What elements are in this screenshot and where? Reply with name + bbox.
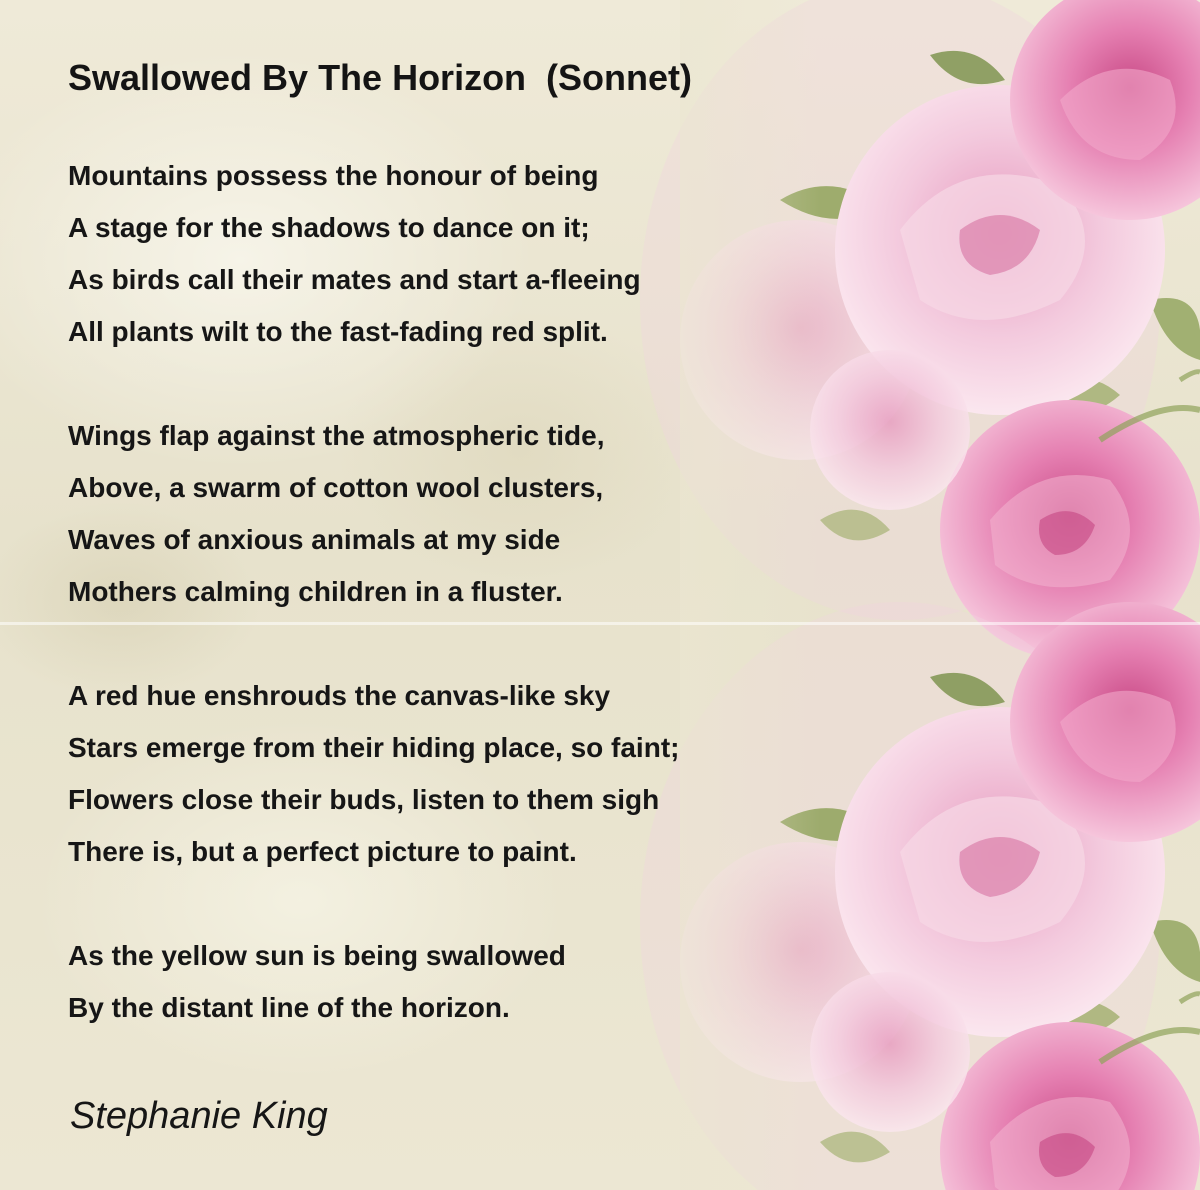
verse-line: Mothers calming children in a fluster. <box>68 576 563 607</box>
verse-line: A stage for the shadows to dance on it; <box>68 212 590 243</box>
verse-line: Above, a swarm of cotton wool clusters, <box>68 472 604 503</box>
verse-line: Mountains possess the honour of being <box>68 160 599 191</box>
stanza-1 <box>68 150 828 358</box>
verse-line: Flowers close their buds, listen to them sigh <box>68 784 660 815</box>
verse-line: Waves of anxious animals at my side <box>68 524 561 555</box>
stanza-4 <box>68 930 828 1034</box>
verse-line: As the yellow sun is being swallowed <box>68 940 566 971</box>
verse-line: A red hue enshrouds the canvas-like sky <box>68 680 611 711</box>
verse-line: Wings flap against the atmospheric tide, <box>68 420 605 451</box>
verse-line: As birds call their mates and start a-fleeing <box>68 264 641 295</box>
verse-line: There is, but a perfect picture to paint. <box>68 836 577 867</box>
stanza-2 <box>68 410 828 618</box>
poem-body <box>68 150 828 1086</box>
verse-line: Stars emerge from their hiding place, so faint; <box>68 732 680 763</box>
stanza-3 <box>68 670 828 878</box>
poem-title: Swallowed By The Horizon (Sonnet) <box>68 57 693 98</box>
poem-author: Stephanie King <box>70 1095 328 1137</box>
verse-line: By the distant line of the horizon. <box>68 992 510 1023</box>
verse-line: All plants wilt to the fast-fading red split. <box>68 316 608 347</box>
